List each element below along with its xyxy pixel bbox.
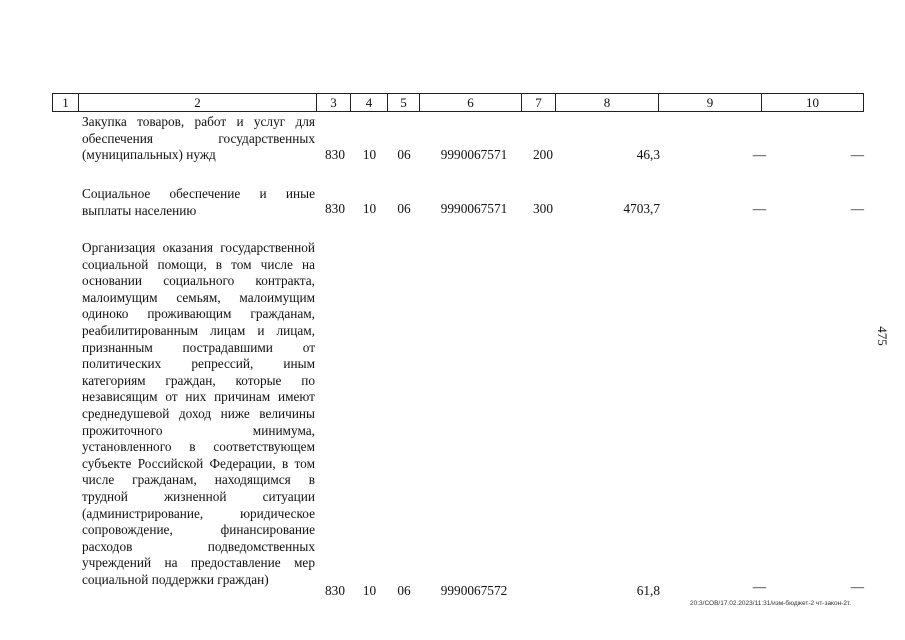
table-row — [52, 114, 864, 166]
row-description: Организация оказания государственной социальной помощи, в том числе на основании социального контракта, малоимущим семьям, малоимущим одиноко проживающим гражданам, реабилитированным лицам и лицам, признанным пострадавшими от политических репрессий, иным категориям граждан, которые по независящим от них причинам имеют среднедушевой доход ниже величины прожиточного минимума, установленного в соответствующем субъекте Российской Федерации, в том числе гражданам, находящимся в трудной жизненной ситуации (администрирование, юридическое сопровождение, финансирование расходов подведомственных учреждений на предоставление мер социальной поддержки граждан) — [82, 240, 315, 587]
header-cell-9: 9 — [659, 94, 762, 111]
header-cell-2: 2 — [79, 94, 317, 111]
row-col-8: 4703,7 — [623, 201, 660, 216]
row-col-6: 9990067572 — [440, 583, 508, 598]
row-col-6: 9990067571 — [440, 147, 508, 162]
header-cell-7: 7 — [522, 94, 556, 111]
row-col-7: 300 — [533, 201, 553, 216]
row-col-5: 06 — [397, 583, 411, 598]
row-col-10: — — [850, 147, 864, 162]
row-col-8: 61,8 — [636, 583, 660, 598]
row-col-9: — — [752, 147, 766, 162]
row-col-9: — — [752, 579, 766, 594]
table-row — [52, 240, 864, 605]
row-col-4: 10 — [362, 583, 377, 598]
row-col-5: 06 — [397, 147, 411, 162]
row-col-7: 200 — [533, 147, 553, 162]
row-col-3: 830 — [325, 201, 345, 216]
header-cell-8: 8 — [556, 94, 659, 111]
table-header — [52, 93, 864, 112]
row-col-6: 9990067571 — [440, 201, 508, 216]
row-col-4: 10 — [362, 147, 377, 162]
header-cell-10: 10 — [806, 95, 819, 110]
header-cell-6: 6 — [420, 94, 522, 111]
row-col-3: 830 — [325, 583, 345, 598]
row-col-10: — — [850, 201, 864, 216]
header-cell-3: 3 — [317, 94, 351, 111]
row-col-3: 830 — [325, 147, 345, 162]
header-cell-5: 5 — [388, 94, 420, 111]
row-description: Социальное обеспечение и иные выплаты населению — [82, 186, 315, 218]
footer-stamp: 20:3/СОВ/17.02.2023/11:31/изм-бюджет-2 чт-закон-2т. — [690, 600, 852, 607]
row-col-10: — — [850, 579, 864, 594]
table-row — [52, 186, 864, 222]
row-col-5: 06 — [397, 201, 411, 216]
header-cell-1: 1 — [53, 94, 79, 111]
row-col-8: 46,3 — [636, 147, 660, 162]
row-col-4: 10 — [362, 201, 377, 216]
row-description: Закупка товаров, работ и услуг для обеспечения государственных (муниципальных) нужд — [82, 114, 315, 163]
page-number: 475 — [875, 326, 890, 346]
row-col-9: — — [752, 201, 766, 216]
header-cell-4: 4 — [351, 94, 388, 111]
